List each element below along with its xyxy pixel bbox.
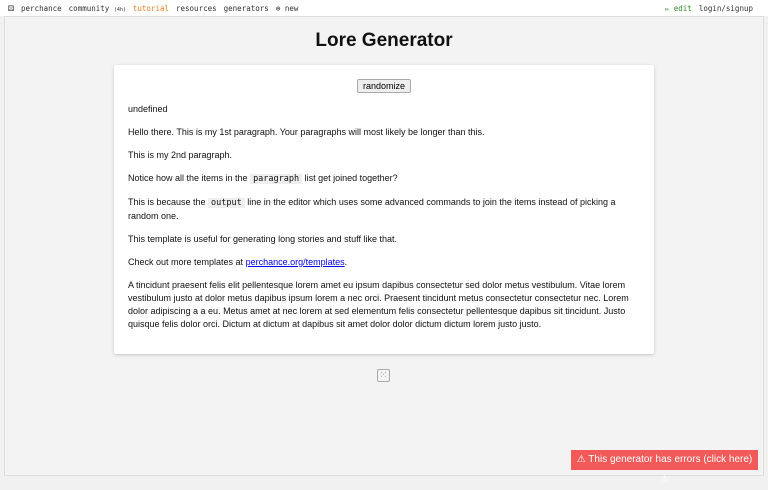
errors-button[interactable]: ⚠ This generator has errors (click here) ⚠ xyxy=(571,450,758,470)
paragraph: undefined xyxy=(128,104,168,114)
nav-edit[interactable]: ✏ edit xyxy=(664,3,692,13)
paragraph: This is my 2nd paragraph. xyxy=(128,150,233,160)
dice-icon[interactable]: ⁙ xyxy=(377,369,390,382)
nav-new[interactable]: ⊕ new xyxy=(275,3,299,13)
top-nav xyxy=(0,0,768,16)
text: line in the editor which uses some advanced commands to join the items instead of picking a random one. xyxy=(128,197,616,221)
paragraph: This template is useful for generating long stories and stuff like that. xyxy=(128,234,397,244)
output-card xyxy=(114,65,654,354)
paragraph xyxy=(128,196,640,223)
nav-community-label: community xyxy=(68,3,110,13)
nav-perchance[interactable]: perchance xyxy=(21,3,62,13)
paragraph xyxy=(128,172,640,186)
text: list get joined together? xyxy=(302,173,398,183)
nav-resources[interactable]: resources xyxy=(176,3,217,13)
inline-code: paragraph xyxy=(250,174,302,184)
nav-generators[interactable]: generators xyxy=(223,3,269,13)
inline-code: output xyxy=(208,198,245,208)
paragraph: Hello there. This is my 1st paragraph. Your paragraphs will most likely be longer than this. xyxy=(128,127,485,137)
community-count: (4h) xyxy=(113,6,126,13)
text: Check out more templates at xyxy=(128,257,246,267)
randomize-button[interactable]: randomize xyxy=(357,79,411,93)
page-title: Lore Generator xyxy=(315,30,453,51)
text: Notice how all the items in the xyxy=(128,173,251,183)
nav-tutorial[interactable]: tutorial xyxy=(132,3,169,13)
nav-community[interactable] xyxy=(69,4,126,13)
text: . xyxy=(344,257,348,267)
paragraph xyxy=(128,256,640,269)
perchance-logo-icon[interactable]: ⚄ xyxy=(8,2,15,14)
text: This is because the xyxy=(128,197,209,207)
paragraph: A tincidunt praesent felis elit pellentesque lorem amet eu ipsum dapibus consectetur sed dolor metus vestibulum. Vitae lorem vestibulum justo at dolor metus dapibus ipsum lorem a nec orci. Praesent tincidunt metus consectetur consectetur nec. Lorem dolor adipiscing a a eu. Metus amet at nec lorem at sed elementum felis consectetur pellentesque dapibus sit tincidunt. Justo quisque felis dolor orci. Dictum at dictum at dapibus sit amet dolor dolor dictum dictum lorem justo justo. xyxy=(128,280,629,329)
templates-link[interactable]: perchance.org/templates xyxy=(245,257,345,267)
nav-login[interactable]: login/signup xyxy=(698,3,753,13)
